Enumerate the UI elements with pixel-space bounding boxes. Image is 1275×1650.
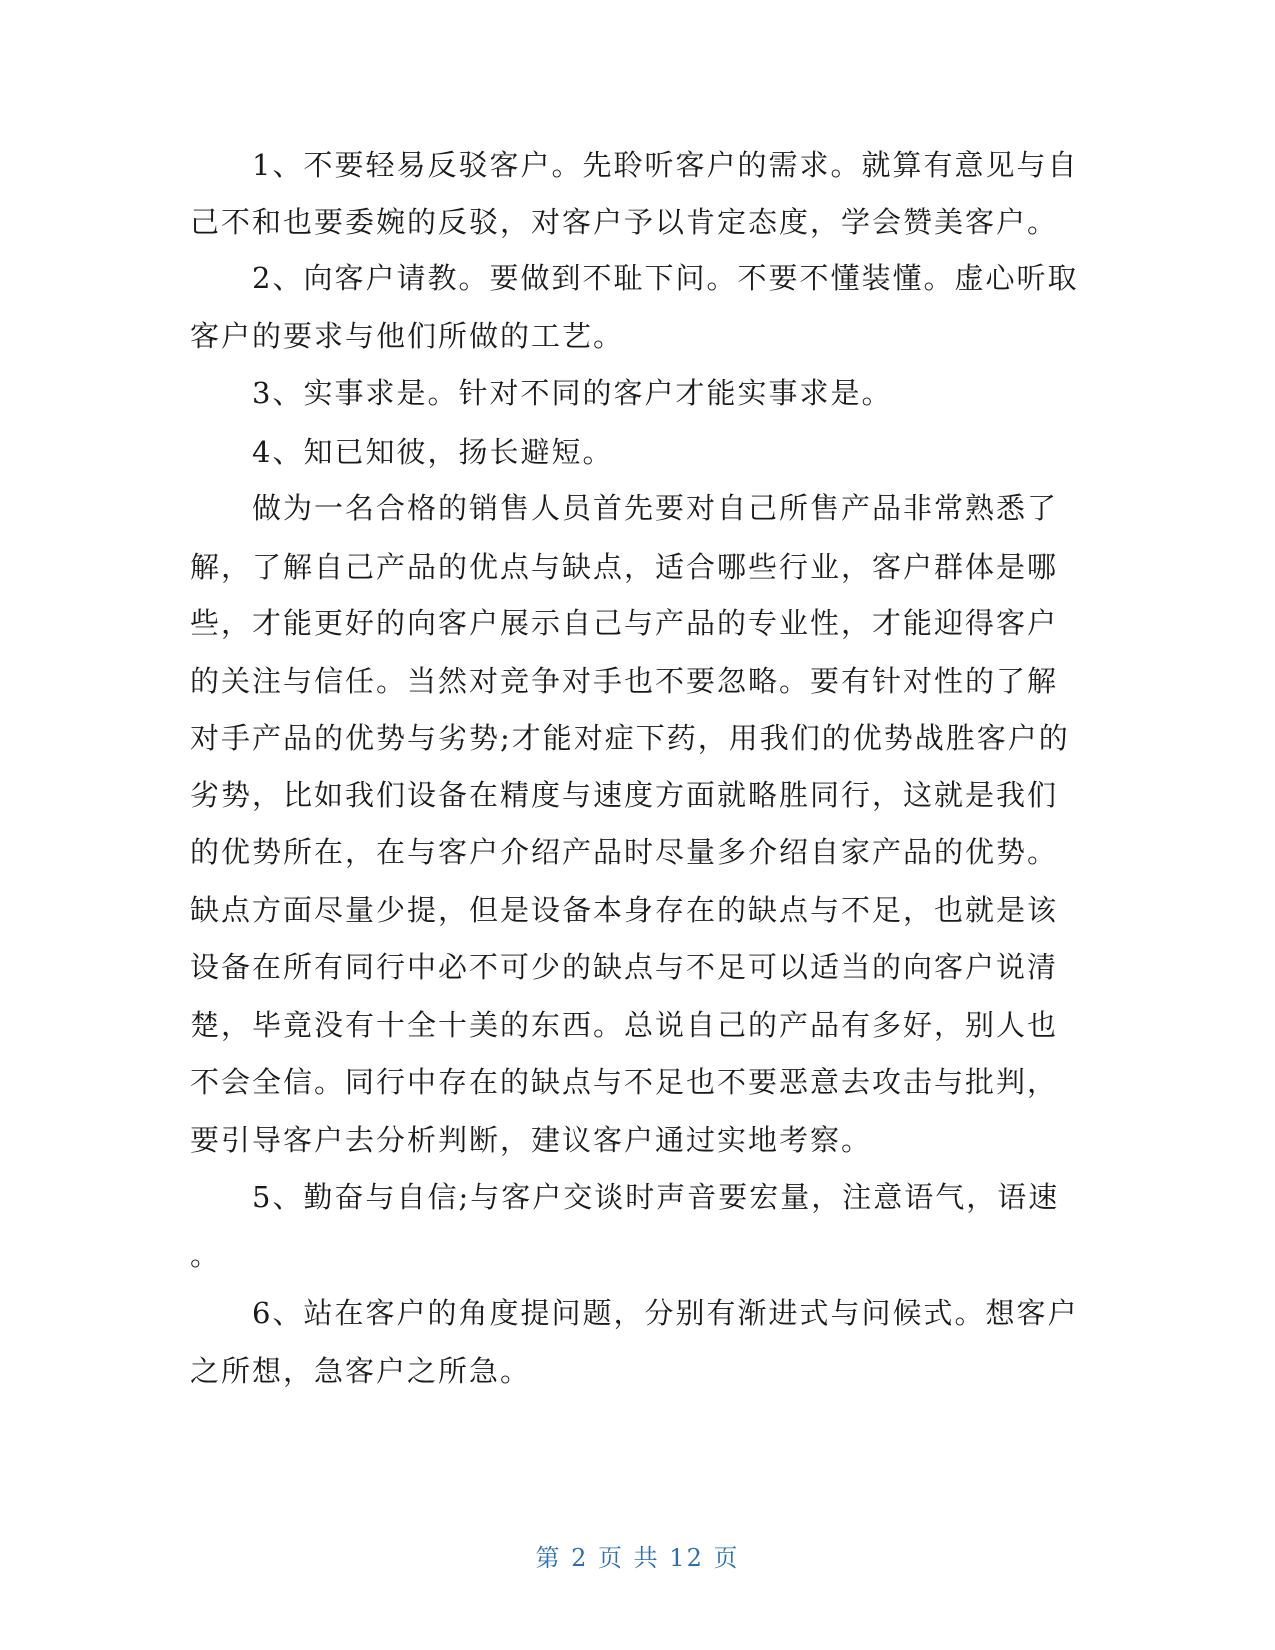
paragraph-1-line-1: 1、不要轻易反驳客户。先聆听客户的需求。就算有意见与自 (190, 148, 1079, 182)
paragraph-5-line-4: 的关注与信任。当然对竞争对手也不要忽略。要有针对性的了解 (190, 664, 1059, 698)
paragraph-2-line-1: 2、向客户请教。要做到不耻下问。不要不懂装懂。虚心听取 (190, 261, 1079, 295)
paragraph-2-line-2: 客户的要求与他们所做的工艺。 (190, 319, 625, 353)
paragraph-5-line-5: 对手产品的优势与劣势;才能对症下药，用我们的优势战胜客户的 (190, 721, 1070, 755)
paragraph-5-line-3: 些，才能更好的向客户展示自己与产品的专业性，才能迎得客户 (190, 606, 1059, 640)
paragraph-5-line-6: 劣势，比如我们设备在精度与速度方面就略胜同行，这就是我们 (190, 778, 1059, 812)
paragraph-3-line-1: 3、实事求是。针对不同的客户才能实事求是。 (190, 376, 893, 410)
paragraph-5-line-9: 设备在所有同行中必不可少的缺点与不足可以适当的向客户说清 (190, 950, 1059, 984)
page-footer: 第 2 页 共 12 页 (535, 1544, 740, 1572)
paragraph-4-line-1: 4、知已知彼，扬长避短。 (190, 435, 614, 469)
paragraph-6-line-2: 。 (190, 1238, 222, 1272)
paragraph-5-line-7: 的优势所在，在与客户介绍产品时尽量多介绍自家产品的优势。 (190, 835, 1059, 869)
paragraph-5-line-12: 要引导客户去分析判断，建议客户通过实地考察。 (190, 1123, 873, 1157)
paragraph-5-line-11: 不会全信。同行中存在的缺点与不足也不要恶意去攻击与批判， (190, 1065, 1059, 1099)
paragraph-5-line-10: 楚，毕竟没有十全十美的东西。总说自己的产品有多好，别人也 (190, 1008, 1059, 1042)
paragraph-7-line-1: 6、站在客户的角度提问题，分别有渐进式与问候式。想客户 (190, 1296, 1079, 1330)
paragraph-1-line-2: 己不和也要委婉的反驳，对客户予以肯定态度，学会赞美客户。 (190, 205, 1059, 239)
paragraph-5-line-2: 解，了解自己产品的优点与缺点，适合哪些行业，客户群体是哪 (190, 550, 1059, 584)
paragraph-7-line-2: 之所想，急客户之所急。 (190, 1354, 532, 1388)
paragraph-5-line-8: 缺点方面尽量少提，但是设备本身存在的缺点与不足，也就是该 (190, 893, 1059, 927)
paragraph-5-line-1: 做为一名合格的销售人员首先要对自己所售产品非常熟悉了 (190, 491, 1059, 525)
paragraph-6-line-1: 5、勤奋与自信;与客户交谈时声音要宏量，注意语气，语速 (190, 1180, 1060, 1214)
